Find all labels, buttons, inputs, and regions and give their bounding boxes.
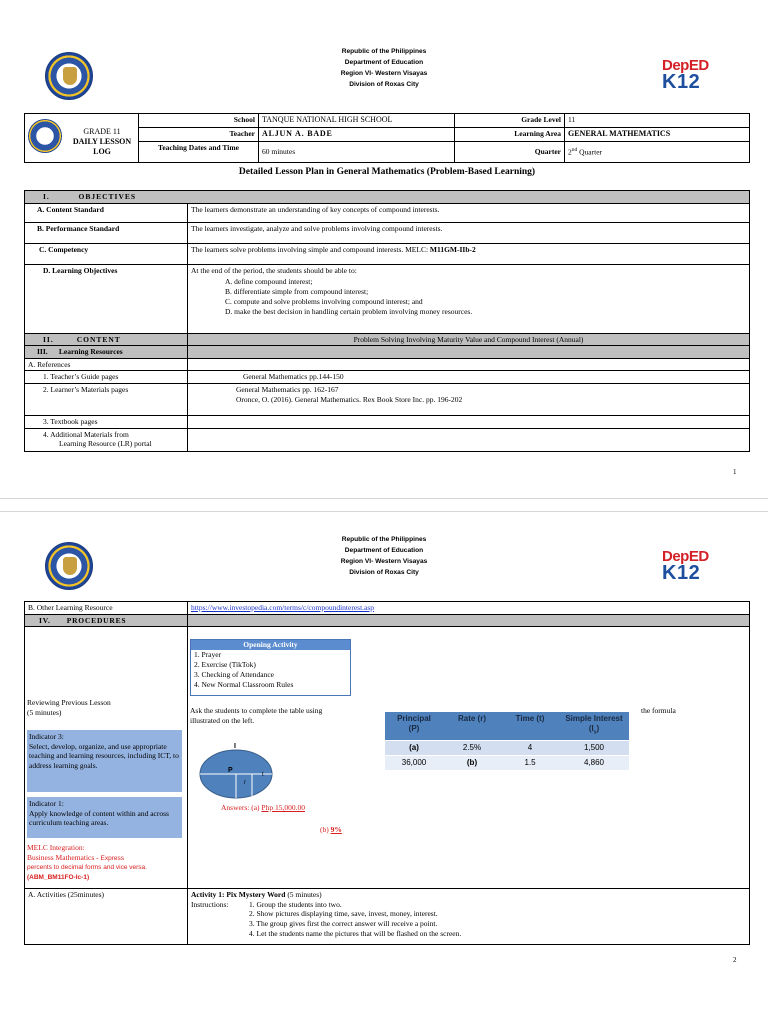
letterhead [0, 46, 768, 90]
activity-title: Activity 1: Pix Mystery Word [191, 890, 286, 900]
letterhead-line: Region VI- Western Visayas [340, 558, 428, 565]
quarter-word: Quarter [579, 147, 603, 157]
list-item: 1. Group the students into two. [249, 899, 342, 909]
answer-a-prefix: Answers: (a) [221, 803, 262, 812]
ask-text-line: Ask the students to complete the table using [190, 706, 323, 715]
instructions-label: Instructions: [191, 899, 229, 909]
performance-standard-label: B. Performance Standard [25, 222, 188, 243]
competency-label: C. Competency [25, 243, 188, 264]
grade-level-value: 11 [565, 114, 750, 128]
list-item: 2. Show pictures displaying time, save, invest, money, interest. [249, 909, 438, 919]
logo-k12-text: K12 [662, 562, 701, 584]
answer-a [221, 803, 305, 812]
list-item: 1. Prayer [194, 650, 222, 659]
quarter-num: 2 [568, 147, 572, 157]
melc-text: percents to decimal forms and vice versa. [27, 864, 147, 871]
header-text: Simple Interest (I [565, 714, 623, 733]
review-label [27, 698, 111, 718]
teachers-guide-label: 1. Teacher’s Guide pages [25, 371, 188, 384]
diagram-label-t: t [262, 772, 264, 778]
table-cell: 1,500 [559, 740, 629, 755]
grade-level-label: Grade Level [455, 114, 565, 128]
other-resource-link[interactable]: https://www.investopedia.com/terms/c/compoundinterest.asp [188, 602, 750, 615]
learning-area-label: Learning Area [455, 128, 565, 142]
other-resource-label: B. Other Learning Resource [25, 602, 188, 615]
table-cell: 1.5 [501, 755, 559, 770]
page-gap [0, 498, 768, 512]
list-item: A. define compound interest; [225, 277, 313, 287]
additional-materials-line: Learning Resource (LR) portal [59, 439, 152, 449]
indicator-3-box [27, 730, 182, 792]
ask-text-line: illustrated on the left. [190, 716, 255, 725]
teachers-guide-value: General Mathematics pp.144-150 [188, 371, 750, 384]
simple-interest-diagram [196, 742, 276, 802]
performance-standard-value: The learners investigate, analyze and solve problems involving compound interests. [188, 222, 750, 243]
diagram-label-i: I [234, 743, 236, 750]
list-item: 4. New Normal Classroom Rules [194, 680, 294, 689]
learners-materials-line: General Mathematics pp. 162-167 [236, 384, 339, 394]
melc-subject-line [27, 853, 183, 864]
indicator-1-box [27, 797, 182, 838]
logo-k12-text: K12 [662, 71, 701, 93]
competency-value [188, 243, 750, 264]
header-close: ) [596, 724, 600, 733]
table-cell: (b) [443, 755, 501, 770]
letterhead [0, 534, 768, 578]
review-label-line: (5 minutes) [27, 708, 62, 717]
quarter-sup: nd [571, 147, 578, 154]
list-item: C. compute and solve problems involving compound interest; and [225, 296, 423, 306]
learning-objectives-list [225, 277, 746, 316]
objectives-heading: I. OBJECTIVES [25, 191, 750, 204]
melc-title: MELC Integration: [27, 843, 85, 852]
review-label-line: Reviewing Previous Lesson [27, 698, 111, 707]
letterhead-line: Division of Roxas City [349, 569, 419, 576]
table-cell: 36,000 [385, 755, 443, 770]
table-row [385, 755, 629, 770]
procedures-heading: IV. PROCEDURES [25, 614, 188, 627]
column-header: Rate (r) [443, 712, 501, 740]
activities-content [188, 889, 750, 945]
answer-b [320, 825, 342, 834]
learning-resources-heading-blank [188, 346, 750, 359]
column-header: Principal (P) [385, 712, 443, 740]
list-item: 2. Exercise (TikTok) [194, 660, 256, 669]
info-table [24, 113, 750, 163]
letterhead-line: Region VI- Western Visayas [340, 70, 428, 77]
column-header [559, 712, 629, 740]
letterhead-line: Department of Education [344, 547, 424, 554]
learners-materials-value [188, 383, 750, 415]
melc-express: Express [100, 854, 125, 862]
opening-activity-box [190, 639, 351, 696]
teacher-label: Teacher [139, 128, 259, 142]
answer-b-prefix: (b) [320, 825, 331, 834]
opening-activity-title: Opening Activity [191, 640, 350, 650]
learning-objectives-intro: At the end of the period, the students should be able to: [191, 265, 357, 275]
deped-seal-small-icon [28, 119, 62, 153]
header-sub: s [593, 729, 597, 736]
indicator-1-title: Indicator 1: [29, 799, 64, 808]
activity-time: (5 minutes) [285, 890, 322, 900]
column-header: Time (t) [501, 712, 559, 740]
grade-label: GRADE 11 [83, 127, 121, 136]
objectives-table [24, 190, 750, 452]
references-blank [188, 358, 750, 371]
learning-objectives-value [188, 264, 750, 333]
list-item: 3. Checking of Attendance [194, 670, 274, 679]
list-item: D. make the best decision in handling certain problem involving money resources. [225, 306, 473, 316]
ask-text [190, 706, 322, 726]
school-value: TANQUE NATIONAL HIGH SCHOOL [259, 114, 455, 128]
table-cell: 4 [501, 740, 559, 755]
additional-materials-line: 4. Additional Materials from [43, 429, 129, 439]
page-number: 1 [733, 468, 737, 476]
daily-lesson-log-label: DAILY LESSON LOG [72, 137, 132, 156]
additional-materials-value [188, 428, 750, 451]
ask-text-formula: the formula [641, 706, 676, 715]
deped-k12-logo [660, 549, 736, 583]
learners-materials-line: Oronce, O. (2016). General Mathematics. Rex Book Store Inc. pp. 196-202 [236, 394, 463, 404]
quarter-value [565, 142, 750, 163]
letterhead-line: Republic of the Philippines [341, 536, 427, 543]
melc-subject: Business Mathematics - [27, 852, 99, 862]
references-label: A. References [25, 358, 188, 371]
additional-materials-label [25, 428, 188, 451]
competency-code: M11GM-IIb-2 [429, 244, 476, 254]
answer-a-value: Php 15,000.00 [261, 803, 305, 812]
teacher-value: ALJUN A. BADE [259, 128, 455, 142]
table-cell: 2.5% [443, 740, 501, 755]
learning-objectives-label: D. Learning Objectives [25, 264, 188, 333]
school-label: School [139, 114, 259, 128]
learning-area-value: GENERAL MATHEMATICS [565, 128, 750, 142]
table-cell: 4,860 [559, 755, 629, 770]
table-cell: (a) [385, 740, 443, 755]
table-header-row [385, 712, 629, 740]
list-item: 4. Let the students name the pictures that will be flashed on the screen. [249, 928, 462, 938]
activities-label: A. Activities (25minutes) [25, 889, 188, 945]
melc-integration [27, 843, 183, 882]
teaching-dates-label: Teaching Dates and Time [139, 142, 259, 163]
answer-b-value: 9% [330, 825, 342, 834]
lesson-plan-title: Detailed Lesson Plan in General Mathematics (Problem-Based Learning) [238, 167, 536, 177]
textbook-value [188, 415, 750, 428]
melc-code: (ABM_BM11FO-Ic-1) [27, 873, 90, 881]
textbook-label: 3. Textbook pages [25, 415, 188, 428]
simple-interest-table [385, 712, 629, 771]
diagram-label-r: r [244, 780, 246, 786]
quarter-label: Quarter [455, 142, 565, 163]
learning-resources-heading: III. Learning Resources [25, 346, 188, 359]
indicator-3-title: Indicator 3: [29, 732, 64, 741]
content-standard-label: A. Content Standard [25, 203, 188, 222]
letterhead-line: Department of Education [344, 59, 424, 66]
indicator-1-text: Apply knowledge of content within and across curriculum teaching areas. [29, 808, 169, 827]
competency-text: The learners solve problems involving simple and compound interests. MELC: [191, 244, 430, 254]
table-row [385, 740, 629, 755]
diagram-label-p: P [228, 767, 233, 774]
logo-deped-text: DepED [662, 548, 709, 565]
content-standard-value: The learners demonstrate an understanding of key concepts of compound interests. [188, 203, 750, 222]
letterhead-line: Republic of the Philippines [341, 48, 427, 55]
page-number: 2 [733, 956, 737, 964]
content-value: Problem Solving Involving Maturity Value and Compound Interest (Annual) [188, 333, 750, 346]
content-heading: II. CONTENT [25, 333, 188, 346]
indicator-3-text: Select, develop, organize, and use appropriate teaching and learning resources, including ICT, to address learning goals. [29, 741, 179, 770]
deped-k12-logo [660, 58, 736, 92]
learners-materials-label: 2. Learner’s Materials pages [25, 383, 188, 415]
list-item: 3. The group gives first the correct answer will receive a point. [249, 918, 438, 928]
procedures-heading-blank [188, 614, 750, 627]
info-logo-cell [25, 114, 139, 163]
logo-deped-text: DepED [662, 57, 709, 74]
teaching-dates-value: 60 minutes [259, 142, 455, 163]
page-1 [0, 0, 768, 498]
list-item: B. differentiate simple from compound interest; [225, 286, 369, 296]
letterhead-line: Division of Roxas City [349, 81, 419, 88]
